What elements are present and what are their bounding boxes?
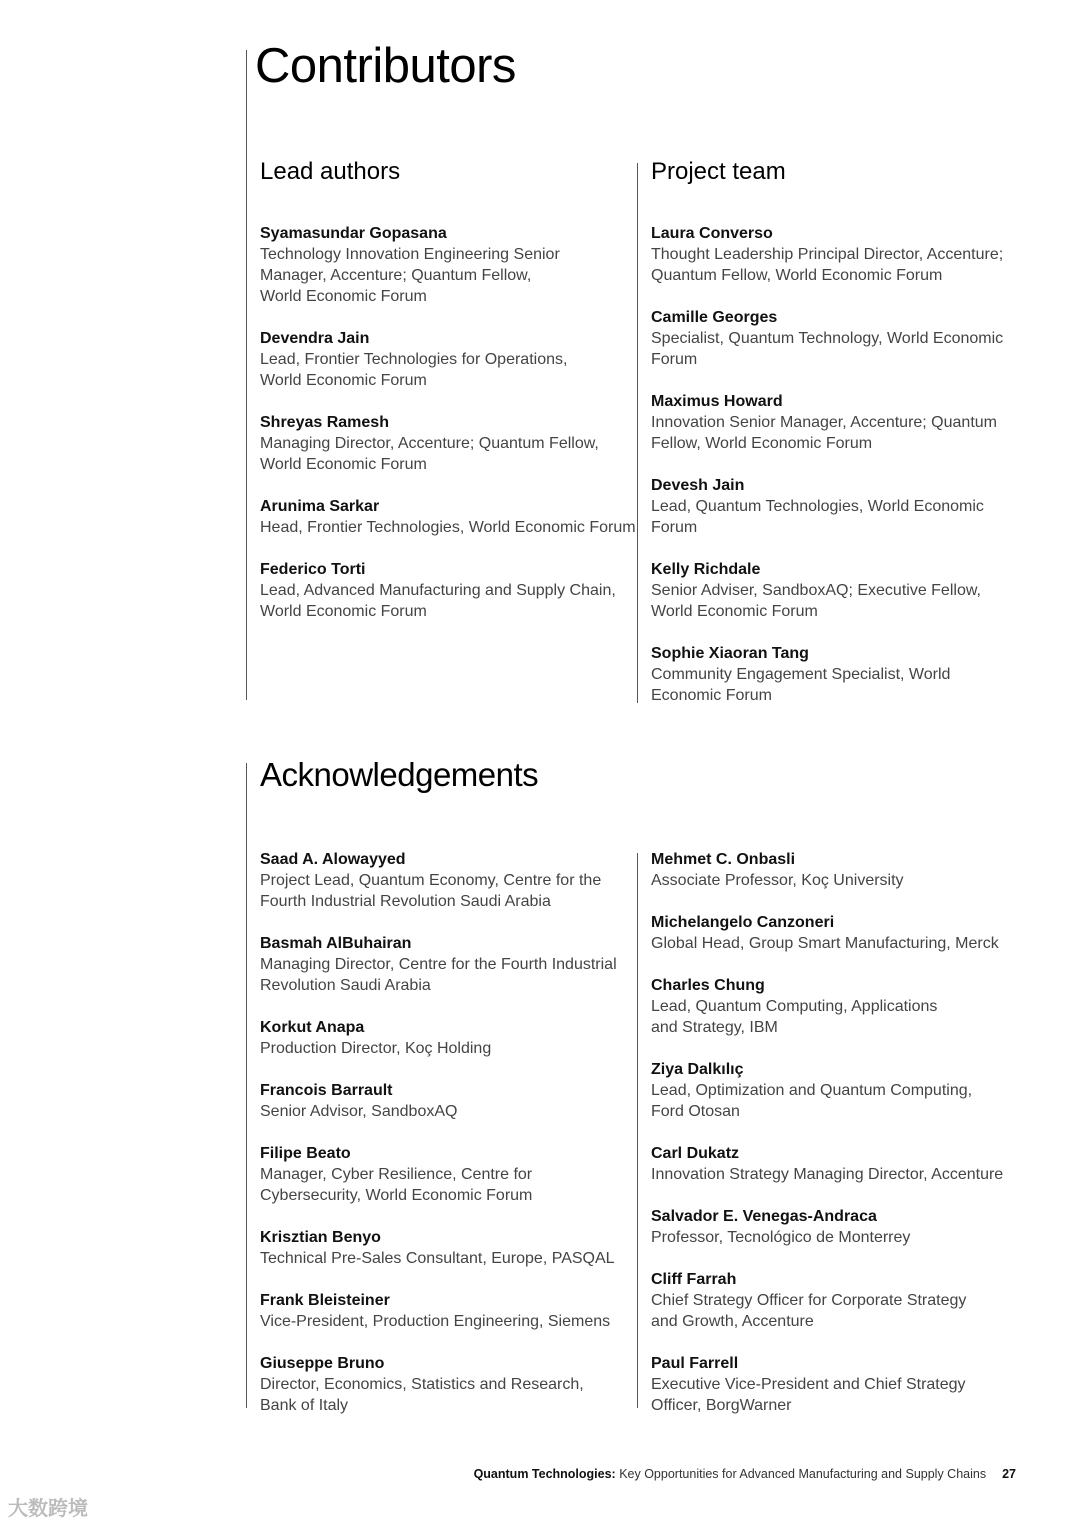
person-role: Production Director, Koç Holding [260,1040,492,1057]
person-name: Maximus Howard [651,393,783,410]
person-name: Arunima Sarkar [260,498,380,515]
person-name: Federico Torti [260,561,366,578]
person-entry [651,643,1021,706]
person-name: Devesh Jain [651,477,745,494]
person-role: Managing Director, Accenture; Quantum Fellow, [260,435,599,452]
person-entry [260,328,630,391]
person-role: Vice-President, Production Engineering, Siemens [260,1313,611,1330]
person-role: Lead, Advanced Manufacturing and Supply Chain, [260,582,616,599]
person-role: Executive Vice-President and Chief Strategy [651,1376,966,1393]
person-role: Director, Economics, Statistics and Research, [260,1376,584,1393]
person-role: Revolution Saudi Arabia [260,977,431,994]
person-role: Head, Frontier Technologies, World Economic Forum [260,519,636,536]
person-entry [260,223,630,307]
person-entry [260,849,630,912]
acknowledgements-left-list [260,849,630,1416]
person-role: Lead, Quantum Technologies, World Economic [651,498,984,515]
acknowledgements-rule [246,763,247,1408]
person-entry [651,391,1021,454]
person-entry [651,1353,1021,1416]
person-role: and Strategy, IBM [651,1019,778,1036]
person-entry [260,1227,630,1269]
person-entry [651,223,1021,286]
person-role: Lead, Quantum Computing, Applications [651,998,938,1015]
person-role: Forum [651,519,698,536]
person-name: Korkut Anapa [260,1019,365,1036]
person-role: Bank of Italy [260,1397,349,1414]
person-role: Ford Otosan [651,1103,740,1120]
person-entry [651,1269,1021,1332]
project-team-heading: Project team [651,158,786,185]
person-name: Cliff Farrah [651,1271,737,1288]
person-name: Ziya Dalkılıç [651,1061,744,1078]
person-name: Francois Barrault [260,1082,393,1099]
person-role: Professor, Tecnológico de Monterrey [651,1229,911,1246]
person-name: Carl Dukatz [651,1145,740,1162]
person-role: Fourth Industrial Revolution Saudi Arabia [260,893,551,910]
person-role: Technical Pre-Sales Consultant, Europe, PASQAL [260,1250,615,1267]
person-entry [260,1080,630,1122]
contributors-title: Contributors [255,39,516,93]
person-role: Senior Advisor, SandboxAQ [260,1103,458,1120]
person-entry [260,559,630,622]
person-entry [651,975,1021,1038]
person-name: Mehmet C. Onbasli [651,851,796,868]
acknowledgements-right-list [651,849,1021,1416]
person-role: Manager, Accenture; Quantum Fellow, [260,267,532,284]
person-role: Technology Innovation Engineering Senior [260,246,560,263]
acknowledgements-right-rule [637,853,638,1408]
person-entry [260,933,630,996]
person-role: Senior Adviser, SandboxAQ; Executive Fellow, [651,582,981,599]
person-entry [260,412,630,475]
person-entry [651,912,1021,954]
person-name: Paul Farrell [651,1355,739,1372]
person-role: Lead, Frontier Technologies for Operations, [260,351,568,368]
lead-authors-list [260,223,636,622]
person-entry [651,1143,1021,1185]
person-entry [651,1059,1021,1122]
person-role: Innovation Strategy Managing Director, Accenture [651,1166,1004,1183]
person-entry [651,1206,1021,1248]
person-role: Manager, Cyber Resilience, Centre for [260,1166,533,1183]
person-name: Camille Georges [651,309,778,326]
person-role: Community Engagement Specialist, World [651,666,951,683]
person-name: Syamasundar Gopasana [260,225,447,242]
person-name: Salvador E. Venegas-Andraca [651,1208,877,1225]
person-role: and Growth, Accenture [651,1313,814,1330]
person-role: Project Lead, Quantum Economy, Centre for the [260,872,602,889]
acknowledgements-title: Acknowledgements [260,756,539,793]
person-role: Quantum Fellow, World Economic Forum [651,267,943,284]
person-role: Global Head, Group Smart Manufacturing, Merck [651,935,999,952]
person-role: Innovation Senior Manager, Accenture; Quantum [651,414,997,431]
person-role: Specialist, Quantum Technology, World Economic [651,330,1004,347]
person-role: World Economic Forum [260,288,427,305]
person-entry [651,559,1021,622]
person-name: Frank Bleisteiner [260,1292,390,1309]
person-role: Fellow, World Economic Forum [651,435,873,452]
person-role: Managing Director, Centre for the Fourth Industrial [260,956,617,973]
contributors-rule [246,50,247,700]
person-role: World Economic Forum [260,372,427,389]
person-entry [651,307,1021,370]
person-role: Forum [651,351,698,368]
person-name: Devendra Jain [260,330,370,347]
person-name: Kelly Richdale [651,561,761,578]
person-role: World Economic Forum [651,603,818,620]
person-entry [260,1353,630,1416]
page-footer [474,1467,1016,1481]
person-name: Giuseppe Bruno [260,1355,385,1372]
person-entry [260,1017,630,1059]
person-role: Economic Forum [651,687,772,704]
person-name: Filipe Beato [260,1145,351,1162]
person-role: Cybersecurity, World Economic Forum [260,1187,533,1204]
person-entry [651,475,1021,538]
person-entry [260,1290,630,1332]
person-role: Officer, BorgWarner [651,1397,792,1414]
person-name: Michelangelo Canzoneri [651,914,835,931]
person-role: Lead, Optimization and Quantum Computing, [651,1082,973,1099]
person-role: World Economic Forum [260,603,427,620]
person-role: Chief Strategy Officer for Corporate Strategy [651,1292,967,1309]
person-name: Shreyas Ramesh [260,414,389,431]
person-name: Basmah AlBuhairan [260,935,412,952]
project-team-list [651,223,1021,706]
watermark-logo: 大数跨境 [8,1498,88,1520]
person-entry [651,849,1021,891]
page-number: 27 [1002,1467,1016,1481]
lead-authors-heading: Lead authors [260,158,401,185]
person-name: Charles Chung [651,977,765,994]
person-name: Sophie Xiaoran Tang [651,645,809,662]
person-name: Saad A. Alowayyed [260,851,406,868]
person-role: Associate Professor, Koç University [651,872,904,889]
footer-title-rest: Key Opportunities for Advanced Manufacturing and Supply Chains [615,1467,987,1481]
footer-title-bold: Quantum Technologies: [473,1467,616,1481]
person-name: Krisztian Benyo [260,1229,381,1246]
person-role: World Economic Forum [260,456,427,473]
person-entry [260,1143,630,1206]
person-entry [260,496,636,538]
person-name: Laura Converso [651,225,773,242]
person-role: Thought Leadership Principal Director, Accenture; [651,246,1004,263]
project-team-rule [637,163,638,703]
